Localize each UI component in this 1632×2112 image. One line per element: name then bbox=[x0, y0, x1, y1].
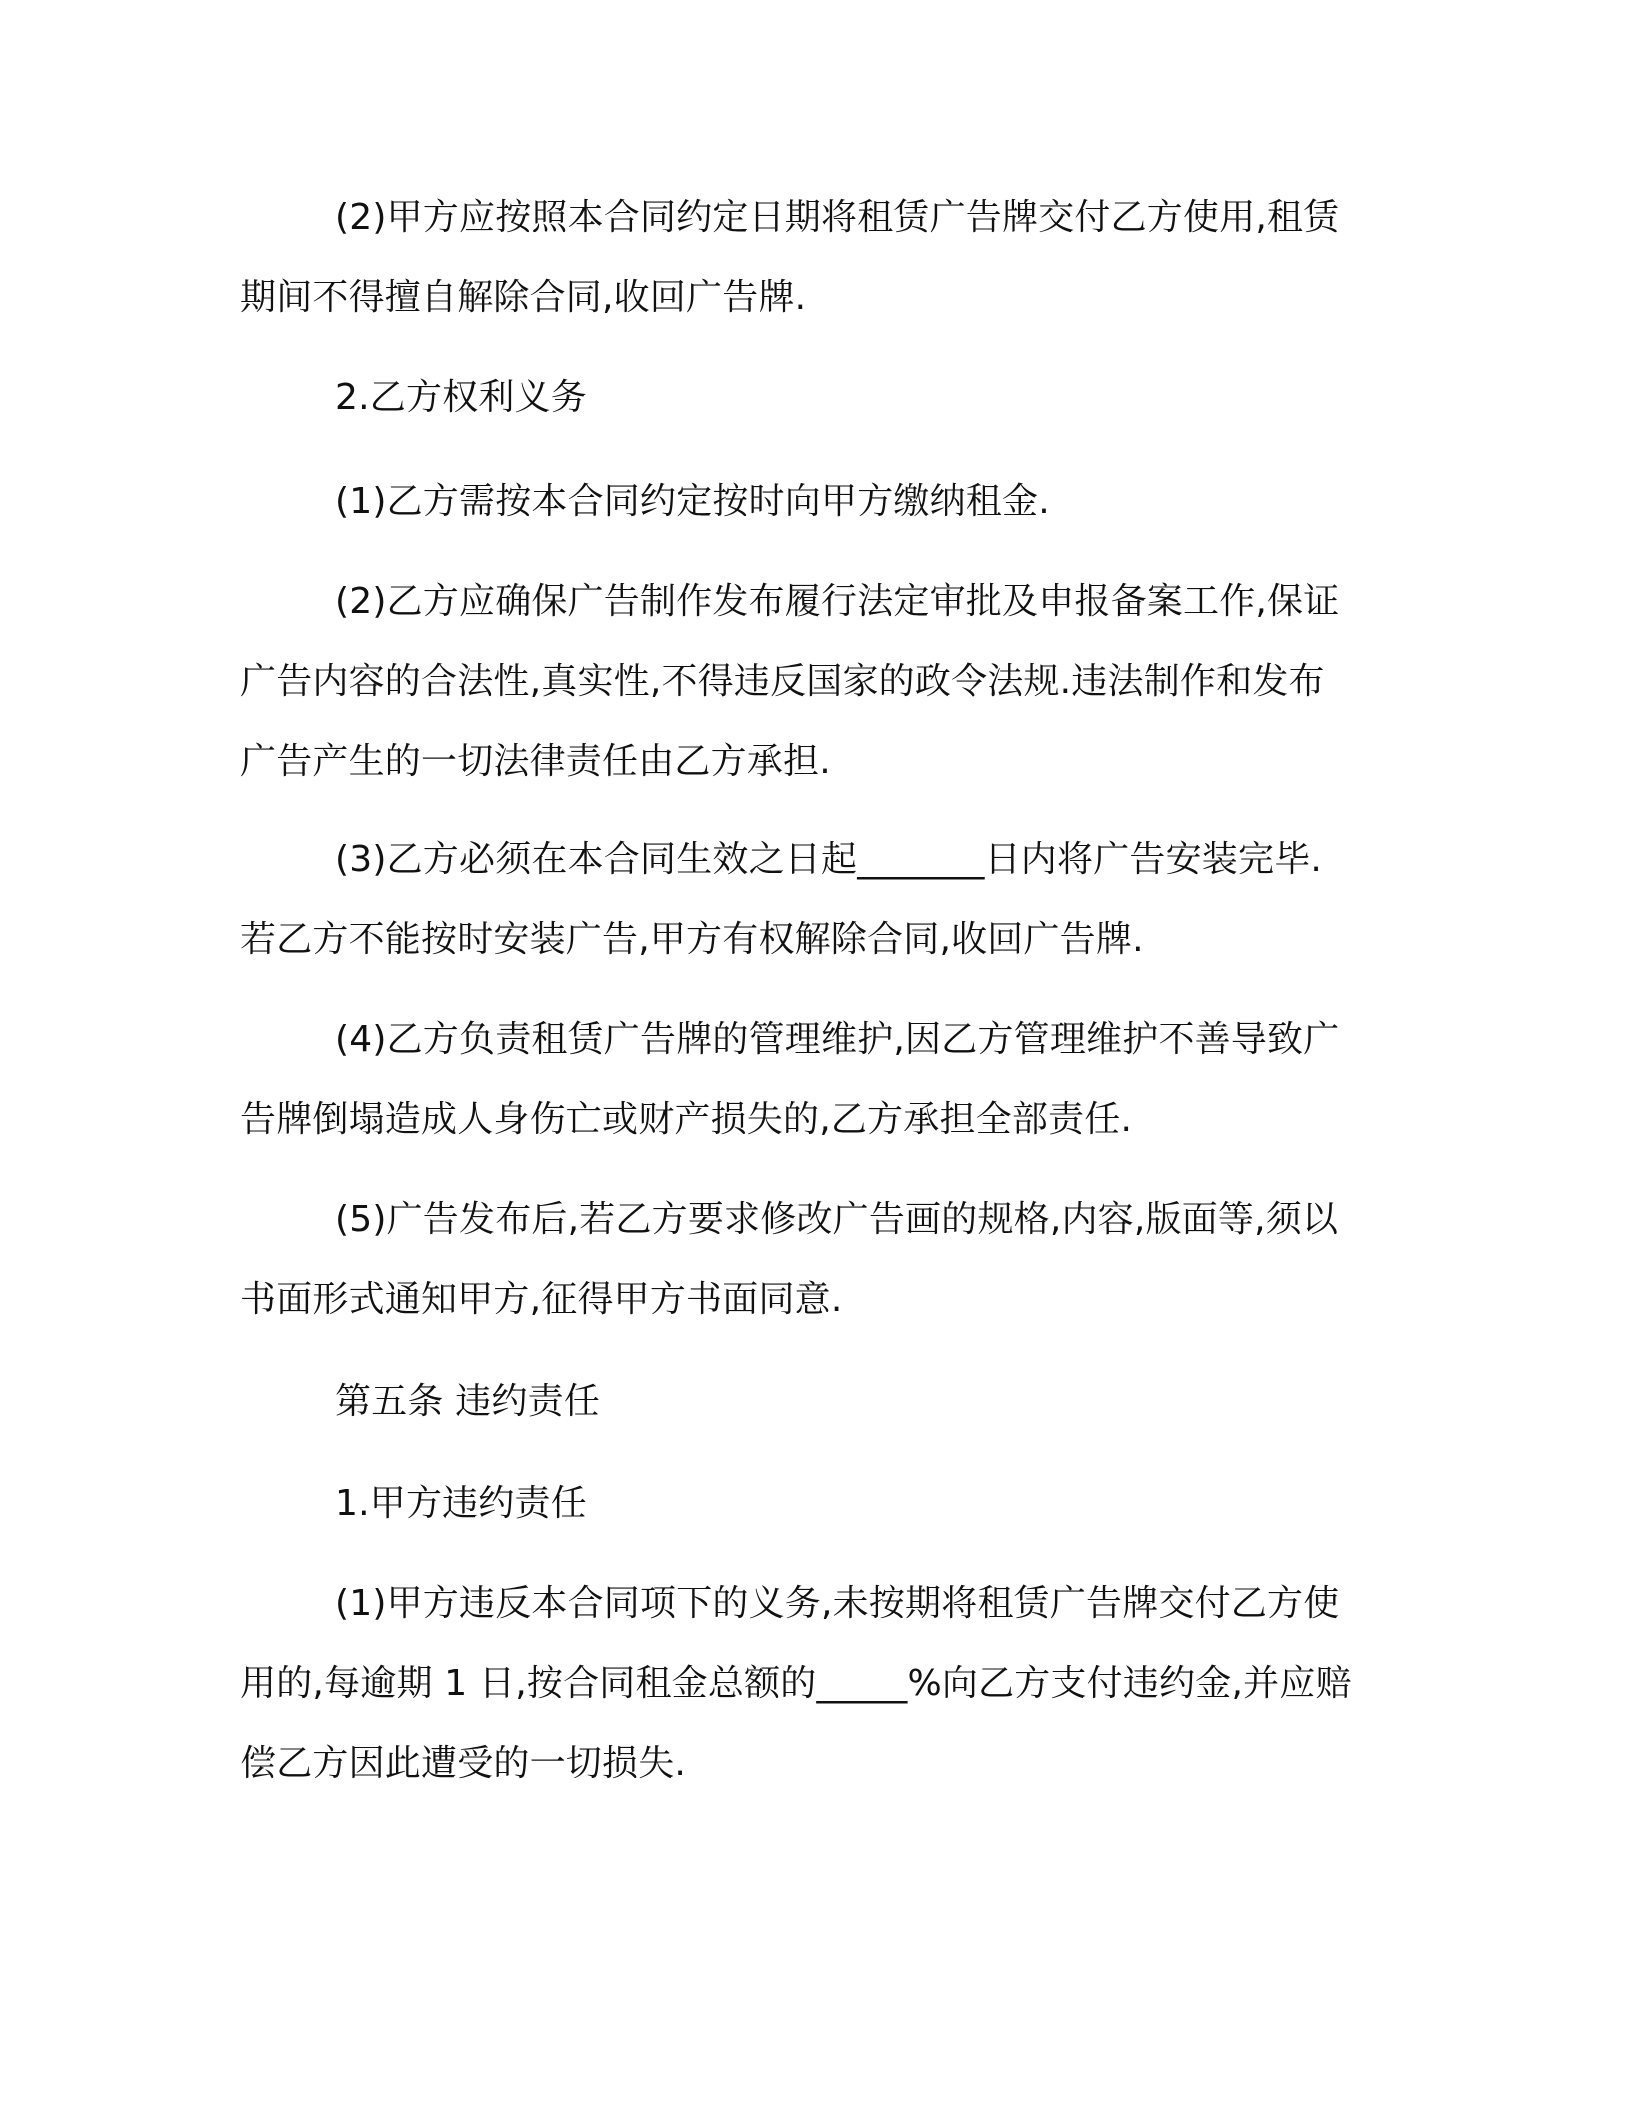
paragraph-line: 广告内容的合法性,真实性,不得违反国家的政令法规.违法制作和发布 bbox=[240, 661, 1325, 702]
heading-text: 2.乙方权利义务 bbox=[335, 377, 587, 418]
paragraph-lessor-delivery bbox=[240, 178, 1380, 338]
paragraph-installation-deadline bbox=[240, 820, 1380, 980]
heading-text: 1.甲方违约责任 bbox=[335, 1483, 587, 1524]
paragraph-line: 告牌倒塌造成人身伤亡或财产损失的,乙方承担全部责任. bbox=[240, 1099, 1133, 1140]
section-heading-lessee-rights bbox=[240, 358, 1380, 438]
paragraph-maintenance-liability bbox=[240, 1000, 1380, 1160]
paragraph-line: (2)乙方应确保广告制作发布履行法定审批及申报备案工作,保证 bbox=[335, 581, 1340, 622]
paragraph-line: 广告产生的一切法律责任由乙方承担. bbox=[240, 741, 831, 782]
paragraph-line: 期间不得擅自解除合同,收回广告牌. bbox=[240, 277, 807, 318]
paragraph-late-delivery-penalty bbox=[240, 1564, 1380, 1804]
paragraph-line: 若乙方不能按时安装广告,甲方有权解除合同,收回广告牌. bbox=[240, 919, 1144, 960]
paragraph-modification-notice bbox=[240, 1180, 1380, 1340]
paragraph-line: (3)乙方必须在本合同生效之日起_______日内将广告安装完毕. bbox=[335, 839, 1323, 880]
paragraph-line: (1)乙方需按本合同约定按时向甲方缴纳租金. bbox=[335, 481, 1050, 522]
paragraph-line: 偿乙方因此遭受的一切损失. bbox=[240, 1743, 687, 1784]
section-heading-lessor-breach bbox=[240, 1464, 1380, 1544]
paragraph-line: (2)甲方应按照本合同约定日期将租赁广告牌交付乙方使用,租赁 bbox=[335, 197, 1340, 238]
paragraph-line: (5)广告发布后,若乙方要求修改广告画的规格,内容,版面等,须以 bbox=[335, 1199, 1339, 1240]
paragraph-approval-filing bbox=[240, 562, 1380, 802]
paragraph-line: (4)乙方负责租赁广告牌的管理维护,因乙方管理维护不善导致广 bbox=[335, 1019, 1340, 1060]
paragraph-line: 用的,每逾期 1 日,按合同租金总额的_____%向乙方支付违约金,并应赔 bbox=[240, 1663, 1352, 1704]
paragraph-line: (1)甲方违反本合同项下的义务,未按期将租赁广告牌交付乙方使 bbox=[335, 1583, 1340, 1624]
paragraph-line: 书面形式通知甲方,征得甲方书面同意. bbox=[240, 1279, 843, 1320]
article-heading-breach bbox=[240, 1362, 1380, 1442]
paragraph-rent-payment bbox=[240, 462, 1380, 542]
heading-text: 第五条 违约责任 bbox=[335, 1381, 601, 1422]
